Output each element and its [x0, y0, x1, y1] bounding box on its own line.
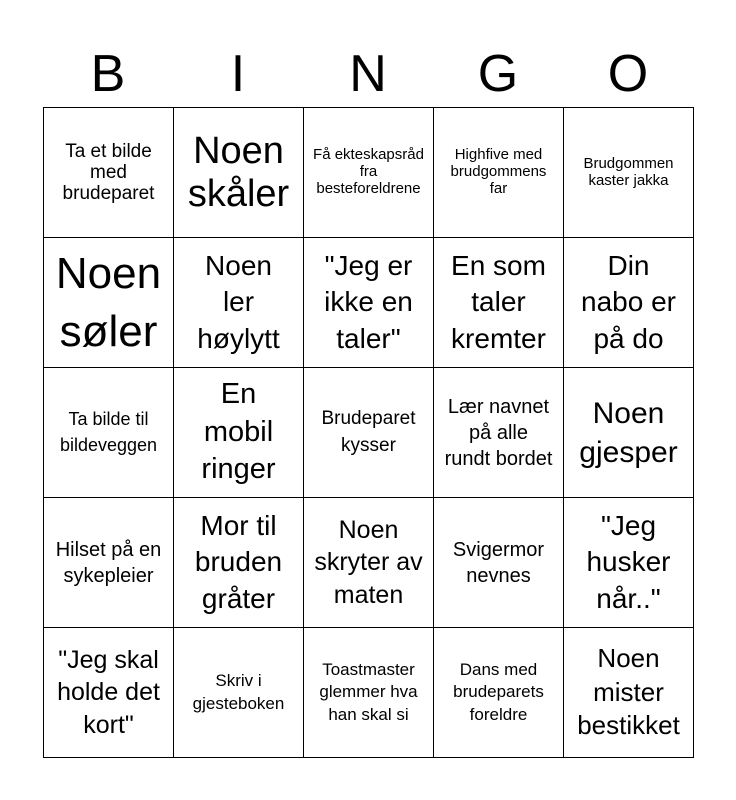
bingo-cell-r1-c4[interactable] [434, 108, 564, 238]
cell-text: Din nabo er på do [581, 249, 676, 354]
header-letter-o: O [607, 45, 649, 103]
bingo-cell-r3-c3[interactable] [304, 368, 434, 498]
cell-text: Ta et bilde med brudeparet [62, 140, 155, 205]
cell-text: Skriv i gjesteboken [192, 671, 285, 713]
bingo-cell-r5-c1[interactable] [44, 628, 174, 758]
cell-text: Noen søler [55, 249, 162, 356]
bingo-cell-r4-c1[interactable] [44, 498, 174, 628]
bingo-cell-r1-c5[interactable] [564, 108, 694, 238]
cell-text: Hilset på en sykepleier [55, 538, 162, 587]
bingo-cell-r3-c1[interactable] [44, 368, 174, 498]
cell-text: Noen ler høylytt [197, 249, 280, 354]
bingo-cell-r2-c3[interactable] [304, 238, 434, 368]
header-letter-g: G [477, 45, 519, 103]
cell-text: Få ekteskapsråd fra besteforeldrene [313, 146, 424, 197]
cell-text: Dans med brudeparets foreldre [453, 660, 544, 724]
cell-text: Ta bilde til bildeveggen [59, 409, 158, 455]
cell-text: Brudgommen kaster jakka [583, 154, 674, 189]
bingo-cell-r1-c1[interactable] [44, 108, 174, 238]
cell-text: Noen mister bestikket [577, 642, 680, 741]
bingo-cell-r3-c5[interactable] [564, 368, 694, 498]
cell-text: "Jeg husker når.." [586, 509, 671, 614]
bingo-cell-r4-c5[interactable] [564, 498, 694, 628]
bingo-cell-r5-c2[interactable] [174, 628, 304, 758]
bingo-cell-r4-c4[interactable] [434, 498, 564, 628]
bingo-cell-r2-c5[interactable] [564, 238, 694, 368]
cell-text: Highfive med brudgommens far [450, 146, 547, 197]
cell-text: Noen gjesper [579, 396, 678, 469]
bingo-cell-r2-c2[interactable] [174, 238, 304, 368]
bingo-cell-r5-c4[interactable] [434, 628, 564, 758]
bingo-cell-r3-c4[interactable] [434, 368, 564, 498]
cell-text: Noen skåler [187, 129, 290, 215]
cell-text: En som taler kremter [451, 249, 546, 354]
cell-text: Svigermor nevnes [452, 538, 545, 587]
cell-text: Mor til bruden gråter [194, 509, 283, 614]
bingo-header [43, 42, 693, 106]
bingo-cell-r2-c4[interactable] [434, 238, 564, 368]
cell-text: Brudeparet kysser [321, 407, 416, 456]
bingo-cell-r1-c2[interactable] [174, 108, 304, 238]
bingo-cell-r5-c5[interactable] [564, 628, 694, 758]
bingo-cell-r4-c2[interactable] [174, 498, 304, 628]
header-letter-i: I [230, 45, 246, 103]
bingo-board [43, 107, 694, 758]
header-letter-n: N [349, 45, 387, 103]
cell-text: Noen skryter av maten [314, 515, 423, 609]
cell-text: "Jeg er ikke en taler" [324, 249, 413, 354]
cell-text: En mobil ringer [201, 377, 276, 486]
header-letter-b: B [90, 45, 126, 103]
bingo-cell-r4-c3[interactable] [304, 498, 434, 628]
cell-text: Lær navnet på alle rundt bordet [444, 395, 553, 470]
cell-text: "Jeg skal holde det kort" [57, 645, 160, 739]
bingo-cell-r3-c2[interactable] [174, 368, 304, 498]
bingo-cell-r5-c3[interactable] [304, 628, 434, 758]
cell-text: Toastmaster glemmer hva han skal si [319, 660, 418, 724]
bingo-cell-r1-c3[interactable] [304, 108, 434, 238]
bingo-cell-r2-c1[interactable] [44, 238, 174, 368]
